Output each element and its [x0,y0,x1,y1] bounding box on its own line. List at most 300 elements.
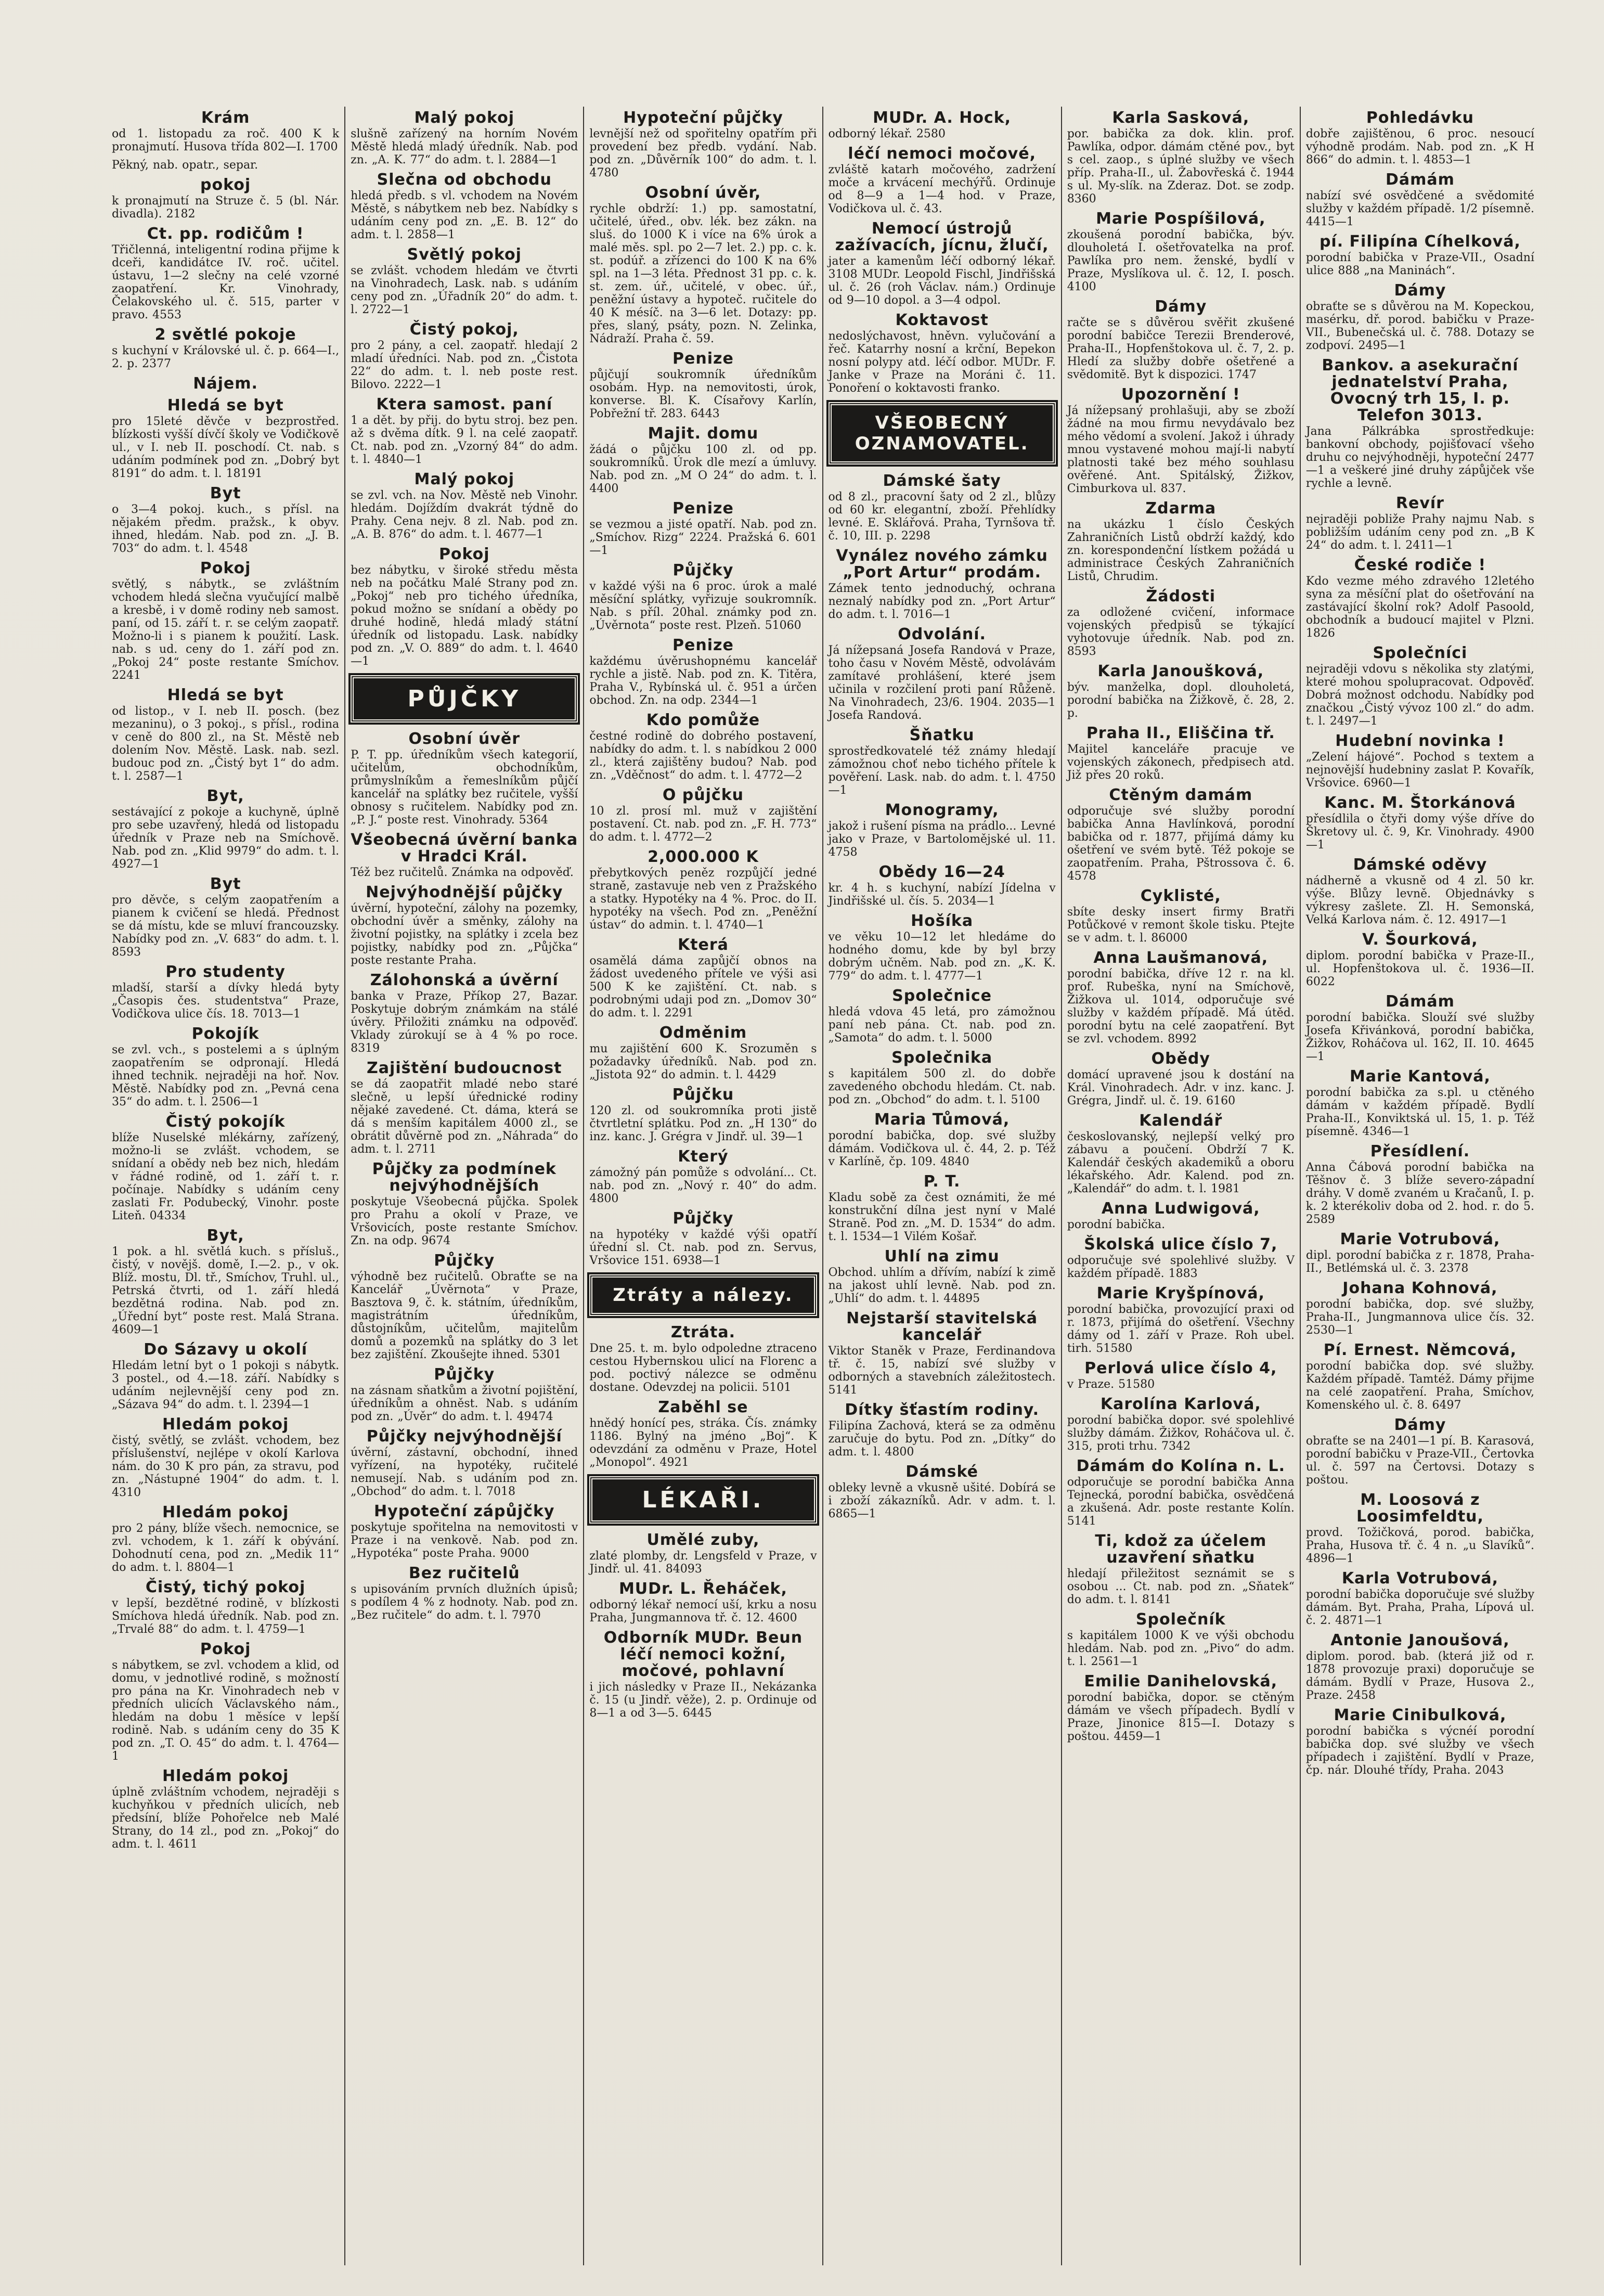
column-5 [1062,107,1301,2265]
ad-body: výhodně bez ručitelů. Obraťte se na Kancelář „Úvěrnota“ v Praze, Basztova 9, č. k. státním, úředníkům, magistrátním úředníkům, důstojníkům, učitelům, majitelům domů a pozemků na splátky do 3 let bez zajištění. Zkoušejte ihned. 5301 [351,1270,578,1361]
classified-ad [112,1579,339,1636]
section-banner: VŠEOBECNÝ OZNAMOVATEL. [829,402,1056,465]
classified-ad [1067,299,1295,381]
ad-heading: Hledá se byt [167,396,284,415]
ad-heading: Čistý pokoj, [409,320,519,339]
classified-ad [829,110,1056,140]
ad-body: s kapitálem 500 zl. do dobře zavedeného obchodu hledám. Ct. nab. pod zn. „Obchod“ do adm. t. l. 5100 [828,1067,1056,1106]
classified-ad [1306,172,1534,228]
ad-body: ve věku 10—12 let hledáme do hodného domu, kde by byl brzy dobrým učněm. Nab. pod zn. „K. K. 779“ do adm. t. l. 4777—1 [828,931,1056,983]
ad-body: přesídlila o čtyři domy výše dříve do Škretovy ul. č. 9, Kr. Vinohrady. 4900—1 [1305,812,1535,852]
classified-ad [112,177,339,221]
ad-body: za odložené cvičení, informace vojenských předpisů se týkající vyhotovuje úředník. Nab. pod zn. 8593 [1067,606,1295,658]
ad-heading: Nemocí ústrojů zažívacích, jícnu, žlučí, [835,220,1049,254]
ad-body: mu zajištění 600 K. Srozuměn s požadavky úředníků. Nab. pod zn. „Jistota 92“ do admin. t. l. 4429 [589,1042,817,1081]
classified-ad [1306,1570,1534,1627]
classified-ad [112,110,339,153]
ad-heading: Majit. domu [648,424,759,443]
ad-heading: Obědy 16—24 [878,863,1005,881]
ad-body: na zásnam sňatkům a životní pojištění, úředníkům a ohněst. Nab. s udáním pod zn. „Úvěr“ do adm. t. l. 49474 [351,1384,578,1423]
ad-body: s kapitálem 1000 K ve výši obchodu hledám. Nab. pod zn. „Pivo“ do adm. t. l. 2561—1 [1067,1629,1295,1668]
ad-heading: Hledám pokoj [162,1767,289,1785]
ad-body: českoslovanský, nejlepší velký pro zábavu a poučení. Obdrží 7 K. Kalendář českých akademiků a oboru lékařského. Adr. Kalend. pod zn. „Kalendář“ do adm. t. l. 1981 [1067,1130,1295,1195]
classified-ad [589,1324,817,1394]
ad-body: od 8 zl., pracovní šaty od 2 zl., blůzy od 60 kr. elegantní, zboží. Přehlídky levné. E. Sklářová. Praha, Tyrnšova tř. č. 10, III. p. 2298 [828,491,1056,543]
classified-ad [589,712,817,782]
classified-ad [351,972,578,1055]
classified-ad [351,1503,578,1560]
classified-ad [1306,1068,1534,1138]
classified-ad [1067,1285,1295,1355]
ad-body: odporučuje své služby porodní babička Anna Havlínková, porodní babička od r. 1877, přijímá dámy ku ošetření ve svém bytě. Též pokoje se zaopatřením. Praha, Pštrossova č. 6. 4578 [1067,805,1295,883]
classified-ad [112,1641,339,1763]
ad-body: rychle obdrží: 1.) pp. samostatní, učitelé, úřed., obv. lék. bez zákn. na sluš. do 1000 K i více na 6% úrok a malé měs. spl. po 2—7 let. 2.) pp. c. k. st. podúř. a zřízenci do 100 K na 6% spl. na 1—3 léta. Přednost 31 pp. c. k. st. zem. úř., učitelé, v obec. úř., peněžní ústavy a hypoteč. ručitele do 40 K mésíč. na 3—6 let. Dotazy: pp. přes, slaný, psáty, pozn. N. Zelinka, Nádraží. Praha č. 59. [589,202,817,345]
classified-ad [1306,357,1534,490]
ad-heading: Dámy [1394,1416,1446,1434]
ad-body: hledá předb. s vl. vchodem na Novém Městě, s nábytkem neb bez. Nabídky s udáním ceny pod zn. „E. B. 12“ do adm. t. l. 2858—1 [351,189,578,241]
ad-heading: Zálohonská a úvěrní [370,971,559,989]
classified-ad [1067,787,1295,883]
ad-heading: Osobní úvěr [408,730,521,748]
classified-ad [351,471,578,541]
ad-body: Já nížepsaný prohlašuji, aby se zboží žádné na mou firmu nevydávalo bez mého vědomí a svolení. Jakož i úhrady mnou vystavené mohou mají-li nabytí platnosti také bez mého souhlasu ověřené. Ant. Spitálský, Žižkov, Cimburkova ul. 837. [1067,404,1295,495]
classified-ad [589,1149,817,1205]
ad-body: zámožný pán pomůže s odvolání... Ct. nab. pod zn. „Nový r. 40“ do adm. 4800 [589,1166,817,1205]
ad-body: nejraději pobliže Prahy najmu Nab. s pobližším udáním ceny pod zn. „B K 24“ do adm. t. l. 2411—1 [1305,513,1535,552]
ad-heading: Byt, [206,1227,244,1245]
ad-body: hledá vdova 45 letá, pro zámožnou paní neb pána. Ct. nab. pod zn. „Samota“ do adm. t. l. 5000 [828,1005,1056,1044]
ad-body: nedoslýchavost, hněvn. vylučování a řeč. Katarrhy nosní a krční, Bepekon nosní polypy atd. léčí odbor. MUDr. F. Janke v Praze na Moráni č. 11. Ponoření o koktavosti franko. [828,330,1056,395]
classified-ad [1306,110,1534,166]
classified-ad [1067,110,1295,205]
classified-ad [351,1366,578,1423]
classified-ad [112,1504,339,1574]
ad-heading: Nejstarší stavitelská kancelář [846,1309,1038,1344]
classified-ad [351,247,578,316]
ad-heading: Přesídlení. [1370,1142,1470,1160]
ad-heading: Byt [210,484,241,502]
ad-body: porodní babička s výcnéí porodní babička dop. své služby ve všech případech i zajištění. Bydlí v Praze, čp. nár. Dlouhé třídy, Praha. 2043 [1305,1725,1535,1777]
ad-heading: Půjčku [672,1086,734,1104]
ad-body: v lepší, bezdětné rodině, v blízkosti Smíchova hledá úředník. Nab. pod zn. „Trvalé 88“ do adm. t. l. 4759—1 [112,1597,340,1636]
ad-body: Třičlenná, inteligentní rodina přijme k dceři, kandidátce IV. roč. učitel. ústavu, 1—2 slečny na celé vzorné zaopatření. Kr. Vinohrady, Čelakovského ul. č. 515, parter v pravo. 4553 [112,243,340,321]
ad-body: osamělá dáma zapůjčí obnos na žádost uvedeného přítele ve výši asi 500 K ke zajištění. Ct. nab. s podrobnými udaji pod zn. „Domov 30“ do adm. t. l. 2291 [589,954,817,1020]
classified-ad [1306,733,1534,790]
ad-heading: Karla Votrubová, [1341,1569,1499,1588]
ad-body: žádá o půjčku 100 zl. od pp. soukromníků. Úrok dle mezí a úmluvy. Nab. pod zn. „M O 24“ do adm. t. l. 4400 [589,443,817,495]
ad-heading: 2 světlé pokoje [154,326,296,344]
ad-body: račte se s důvěrou svěřit zkušené porodní babičce Terezii Brenderové, Praha-II., Hopfenštokova ul. č. 7, 2. p. Hledí za služby dobře ošetřené a svědomitě. Byt k dispozici. 1747 [1067,316,1295,381]
ad-heading: Uhlí na zimu [884,1247,1000,1266]
classified-ad [112,376,339,392]
ad-body: odborný lékař. 2580 [828,127,946,140]
ad-heading: Perlová ulice číslo 4, [1084,1359,1277,1377]
ad-heading: Společník [1135,1610,1226,1629]
ad-heading: Praha II., Eliščina tř. [1086,724,1275,742]
ad-heading: Koktavost [895,311,989,329]
ad-body: porodní babička v Praze-VII., Osadní ulice 888 „na Maninách“. [1305,251,1535,277]
classified-ad [1306,645,1534,728]
ad-body: s kuchyní v Královské ul. č. p. 664—I., 2. p. 2377 [112,344,340,370]
ad-heading: O půjčku [662,786,744,804]
ad-heading: Bez ručitelů [408,1564,520,1582]
classified-ad [351,731,578,827]
ad-body: Zámek tento jednoduchý, ochrana neznalý nabídky pod zn. „Port Artur“ do adm. t. l. 7016—1 [828,582,1056,621]
classified-ad [589,1399,817,1469]
ad-heading: Ctěným damám [1109,786,1253,804]
classified-ad [112,1114,339,1222]
ad-heading: Žádosti [1146,587,1216,605]
classified-ad [1306,1632,1534,1702]
classified-ad [829,1248,1056,1305]
ad-body: se zvl. vch. na Nov. Městě neb Vinohr. hledám. Dojíždím dvakrát týdně do Prahy. Cena nejv. 8 zl. Nab. pod zn. „A. B. 876“ do adm. t. l. 4677—1 [351,489,578,541]
classified-ad [829,913,1056,983]
ad-body: s nábytkem, se zvl. vchodem a klid, od domu, v jednotlivé rodině, s možností pro pána na Kr. Vinohradech neb v předních ulicích Václavského nám., hledám na dobu 1 měsíce v lepší rodině. Nab. s udáním ceny do 35 K pod zn. „T. O. 45“ do adm. t. l. 4764—1 [112,1659,340,1763]
classified-ad [1067,588,1295,658]
ad-body: Anna Čábová porodní babička na Těšnov č. 3 blíže severo-západní dráhy. V domě zvaném u Kračanů, I. p. k. 2 kterékoliv doba od 2. hod. r. do 5. 2589 [1305,1161,1535,1226]
ad-body: levnější než od spořitelny opatřím při provedení bez předb. vydání. Nab. pod zn. „Důvěrník 100“ do adm. t. l. 4780 [589,127,817,179]
classified-ad [112,788,339,871]
ad-heading: Upozornění ! [1121,385,1240,404]
classified-ad [589,1025,817,1081]
ad-body: sprostředkovatelé též známy hledají zámožnou choť nebo tichého přítele k pověření. Lask. nab. do adm. t. l. 4750—1 [828,745,1056,797]
ad-heading: Pokoj [200,1640,251,1658]
classified-ad [1067,1533,1295,1606]
classified-ad [1067,1611,1295,1668]
classified-ad [589,110,817,179]
ad-body: o 3—4 pokoj. kuch., s přísl. na nějakém předm. pražsk., k obyv. ihned, hledám. Nab. pod zn. „J. B. 703“ do adm. t. l. 4548 [112,503,340,555]
ad-heading: Anna Laušmanová, [1093,949,1269,967]
ad-body: bez nábytku, v široké středu města neb na počátku Malé Strany pod zn. „Pokoj“ neb pro tichého úředníka, pokud možno se snídaní a obědy po druhé hodině, hledá mladý státní úředník od listopadu. Lask. nabídky pod zn. „V. O. 889“ do adm. t. l. 4640—1 [351,564,578,668]
ad-heading: Ti, kdož za účelem uzavření sňatku [1095,1532,1267,1567]
ad-body: i jich následky v Praze II., Nekázanka č. 15 (u Jindř. věže), 2. p. Ordinuje od 8—1 a od 3—5. 6445 [589,1681,817,1720]
ad-heading: Půjčky [672,1209,734,1228]
classified-ad [1306,1143,1534,1226]
classified-ad [829,312,1056,395]
classified-ad [1067,1396,1295,1453]
ad-body: od 1. listopadu za roč. 400 K k pronajmutí. Husova třída 802—I. 1700 [112,127,340,153]
ad-heading: Nejvýhodnější půjčky [366,883,563,901]
ad-body: přebytkových peněz rozpůjčí jedné straně, zastavuje neb ven z Pražského a statky. Hypotéky na 4 %. Proc. do II. hypotéky na všech. Pod zn. „Peněžní ústav“ do admin. t. l. 4740—1 [589,867,817,932]
ad-heading: Maria Tůmová, [874,1111,1010,1129]
classified-ad [589,425,817,495]
classified-ad [1306,282,1534,352]
ad-body: 120 zl. od soukromníka proti jistě čtvrtletní splátku. Pod zn. „H 130“ do inz. kanc. J. Grégra v Jindř. ul. 39—1 [589,1104,817,1143]
ad-heading: Půjčky [434,1252,495,1270]
ad-body: dipl. porodní babička z r. 1878, Praha-II., Betlémská ul. č. 3. 2378 [1305,1249,1535,1275]
ad-body: Též bez ručitelů. Známka na odpověď. [351,866,574,879]
ad-heading: Bankov. a asekurační jednatelství Praha, Ovocný trh 15, I. p. Telefon 3013. [1322,356,1519,424]
ad-heading: Pohledávku [1366,109,1474,127]
classified-ad [589,1087,817,1143]
classified-ad [589,849,817,932]
ad-body: hledají přiležitost seznámit se s osobou ... Ct. nab. pod zn. „Sňatek“ do adm. t. l. 8141 [1067,1567,1295,1606]
ad-heading: MUDr. A. Hock, [873,109,1012,127]
classified-ad [589,1532,817,1576]
ad-body: „Zelení hájové“. Pochod s textem a nejnovější hudebniny zaslat P. Kovařík, Vršovice. 6960—1 [1305,751,1535,790]
classified-ad [112,1416,339,1499]
classified-ad [829,221,1056,307]
ad-heading: Marie Votrubová, [1340,1230,1500,1248]
classified-ad [112,226,339,321]
ad-body: pro 15leté děvče v bezprostřed. blízkosti vyšší dívčí školy ve Vodičkově ul., v I. neb II. poschodí. Ct. nab. s udáním podmínek pod zn. „Dobrý byt 8191“ do adm. t. l. 18191 [112,415,340,480]
classified-ad [589,637,817,707]
ad-heading: Pokoj [438,545,490,563]
classified-ad [112,560,339,682]
ad-body: odporučuje své spolehlivé služby. V každém případě. 1883 [1067,1254,1295,1280]
classified-ad [1306,1707,1534,1777]
ad-body: dobře zajištěnou, 6 proc. nesoucí výhodně prodám. Nab. pod zn. „K H 866“ do admin. t. l. 4853—1 [1305,127,1535,166]
ad-body: odborný lékař nemocí uší, krku a nosu Praha, Jungmannova tř. č. 12. 4600 [589,1598,817,1624]
ad-body: úvěrní, hypoteční, zálohy na pozemky, obchodní úvěr a směnky, zálohy na životní pojistky, na splátky i zcela bez pojistky, nabídky pod zn. „Půjčka“ poste restante Praha. [351,902,578,967]
ad-heading: Kalendář [1139,1112,1223,1130]
ad-heading: Obědy [1151,1050,1210,1068]
ad-body: úvěrní, zástavní, obchodní, ihned vyřízení, na hypotéky, ručitelé nemusejí. Nab. s udáním pod zn. „Obchod“ do adm. t. l. 7018 [351,1446,578,1498]
ad-body: Majitel kanceláře pracuje ve vojenských zákonech, předpisech atd. Již přes 20 roků. [1067,743,1295,782]
ad-heading: Odvolání. [898,625,986,643]
classified-ad [351,1060,578,1156]
classified-ad [589,1210,817,1267]
classified-ad [589,351,817,420]
classified-ad [1067,1673,1295,1743]
classified-ad [1306,557,1534,640]
classified-ad [1306,994,1534,1063]
ad-heading: Ztráta. [670,1323,735,1342]
classified-ad [1067,211,1295,293]
section-banner: LÉKAŘI. [589,1476,817,1524]
classified-ad [829,1464,1056,1520]
ad-heading: pí. Filipína Cíhelková, [1319,233,1521,251]
ad-body: světlý, s nábytk., se zvláštním vchodem hledá slečna vyučující malbě a kresbě, i v domě rodiny neb samost. paní, od 15. září t. r. se celým zaopatř. Možno-li i s pianem k použití. Lask. nab. s ud. ceny do 1. září pod zn. „Pokoj 24“ poste restante Smíchov. 2241 [112,578,340,682]
ad-body: jater a kamenům léčí odborný lékař. 3108 MUDr. Leopold Fischl, Jindřišská ul. č. 26 (roh Václav. nám.) Ordinuje od 9—10 dopol. a 3—4 odpol. [828,255,1056,307]
classified-ad [829,1112,1056,1168]
ad-heading: Hledám pokoj [162,1415,289,1434]
ad-heading: Karla Sasková, [1112,109,1250,127]
ad-heading: Zaběhl se [658,1398,748,1416]
ad-heading: Půjčky [434,1365,495,1384]
ad-body: banka v Praze, Příkop 27, Bazar. Poskytuje dobrým známkám na stálé úvěry. Přiložiti známku na odpověď. Vklady zúrokují se à 4 % po roce. 8319 [351,990,578,1055]
classified-ad [1067,1051,1295,1107]
ad-body: poskytuje spořitelna na nemovitosti v Praze i na venkově. Nab. pod zn. „Hypotéka“ poste Praha. 9000 [351,1521,578,1560]
ad-heading: Půjčky [672,561,734,579]
classified-ad [1067,725,1295,782]
classified-ad [829,1310,1056,1397]
ad-heading: Hypoteční zápůjčky [374,1502,555,1520]
classified-ad [112,1026,339,1108]
ad-body: provd. Tožičková, porod. babička, Praha, Husova tř. č. 4 n. „u Slavíků“. 4896—1 [1305,1526,1535,1565]
classified-ad [1067,888,1295,945]
classified-ad [351,832,578,879]
ad-body: k pronajmutí na Struze č. 5 (bl. Nár. divadla). 2182 [112,195,340,221]
ad-heading: Světlý pokoj [407,246,522,264]
ad-body: na ukázku 1 číslo Českých Zahraničních Listů obdrží každý, kdo zn. korespondenční lístkem požádá u administrace Českých Zahraničních Listů, Chrudim. [1067,518,1295,583]
ad-heading: 2,000.000 K [648,848,759,866]
ad-heading: Emilie Danihelovská, [1084,1672,1278,1691]
ad-body: zkoušená porodní babička, býv. dlouholetá I. ošetřovatelka na prof. Pawlíka pro nem. ženské, bydlí v Praze, Myslíkova ul. č. 12, I. posch. 4100 [1067,228,1295,293]
ad-body: se dá zaopatřit mladé nebo staré slečně, u lepší úřednické rodiny nějaké zavedené. Ct. dáma, která se dá s menším kapitálem 4000 zl., se obrátit důvěrně pod zn. „Náhrada“ do adm. t. l. 2711 [351,1078,578,1156]
ad-heading: léčí nemoci močové, [848,145,1036,163]
ad-body: 1 a dět. by přij. do bytu stroj. bez pen. až s dvěma dítk. 9 l. na celé zaopatř. Ct. nab. pod zn. „Vzorný 84“ do adm. t. l. 4840—1 [351,414,578,466]
ad-heading: Johana Kohnová, [1342,1279,1498,1297]
classified-ad [1067,663,1295,720]
ad-heading: Anna Ludwigová, [1101,1199,1260,1218]
classified-ad [1067,386,1295,495]
ad-heading: Vynález nového zámku „Port Artur“ prodám. [836,547,1048,582]
ad-body: úplně zvláštním vchodem, nejraději s kuchyňkou v předních ulicích, neb předsíní, blíže Pohořelce neb Malé Strany, do 14 zl., pod zn. „Pokoj“ do adm. t. l. 4611 [112,1786,340,1851]
ad-heading: Čistý, tichý pokoj [145,1578,306,1596]
ad-heading: Marie Kryšpínová, [1096,1284,1265,1302]
ad-body: zvláště katarh močového, zadržení moče a krvácení mechýřů. Ordinuje od 8—9 a 1—4 hod. v Praze, Vodičkova ul. č. 43. [828,163,1056,215]
ad-body: jakož i rušení písma na prádlo... Levné jako v Praze, v Bartolomějské ul. 11. 4758 [828,820,1056,859]
ad-body: slušně zařízený na horním Novém Městě hledá mladý úředník. Nab. pod zn. „A. K. 77“ do adm. t. l. 2884—1 [351,127,578,166]
ad-heading: Byt [210,875,241,893]
ad-body: porodní babička, dopor. se ctěným dámám ve všech případech. Bydlí v Praze, Jinonice 815—I. Dotazy s poštou. 4459—1 [1067,1691,1295,1743]
ad-body: obraťte se na 2401—1 pí. B. Karasová, porodní babičku v Praze-VII., Čertovka ul. č. 597 na Čertovsi. Dotazy s poštou. [1305,1435,1535,1487]
ad-body: Viktor Staněk v Praze, Ferdinandova tř. č. 15, nabízí své služby v odborných a stavebních záležitostech. 5141 [828,1345,1056,1397]
classified-ad [1067,1236,1295,1280]
ad-heading: Pokojík [191,1025,260,1043]
classified-ad [829,146,1056,215]
ad-body: odporučuje se porodní babička Anna Tejnecká, porodní babička, osvědčená a zkušená. Adr. poste restante Kolín. 5141 [1067,1476,1295,1528]
ad-heading: Karla Janoušková, [1097,662,1264,680]
classified-ad [1067,1201,1295,1231]
ad-body: s upisováním prvních dlužních úpisů; s podílem 4 % z hodnoty. Nab. pod zn. „Bez ručitele“ do adm. t. l. 7970 [351,1583,578,1622]
ad-heading: Ct. pp. rodičům ! [147,225,304,243]
ad-body: porodní babička, dop. své služby, Praha-II., Jungmannova ulice čís. 32. 2530—1 [1305,1298,1535,1337]
ad-body: se zvl. vch., s postelemi a s úplným zaopatřením se odpronají. Hledá ihned technik. nejraději na hoř. Nov. Městě. Nabídky pod zn. „Pevná cena 35“ do adm. t. l. 2506—1 [112,1043,340,1108]
ad-body: porodní babička dopor. své spolehlivé služby dámám. Žižkov, Roháčova ul. č. 315, proti trhu. 7342 [1067,1414,1295,1453]
ad-body: sestávající z pokoje a kuchyně, úplně pro sebe uzavřený, hledá od listopadu úředník v Praze neb na Smíchově. Nab. pod zn. „Klid 9979“ do adm. t. l. 4927—1 [112,806,340,871]
ad-heading: Penize [672,636,734,654]
ad-heading: Hošíka [911,912,974,930]
classified-ad [589,787,817,844]
ad-body: Pěkný, nab. opatr., separ. [112,159,258,172]
column-2 [345,107,584,2265]
classified-ad [1306,857,1534,926]
ad-heading: Dámské [906,1463,978,1481]
classified-ad [829,802,1056,859]
ad-body: sbíte desky insert firmy Bratři Potůčkové v remont škole tisku. Ptejte se v adm. t. l. 86000 [1067,906,1295,945]
ad-heading: Společnika [891,1049,993,1067]
classified-ad [351,1428,578,1498]
ad-body: diplom. porodní babička v Praze-II., ul. Hopfenštokova ul. č. 1936—II. 6022 [1305,949,1535,988]
ad-body: nádherně a vkusně od 4 zl. 50 kr. výše. Blůzy levně. Objednávky s výkresy zašlete. Zl. H. Semonská, Velká Karlova nám. č. 12. 4917—1 [1305,874,1535,926]
classified-ad [351,884,578,967]
ad-heading: pokoj [200,176,251,194]
column-6 [1301,107,1540,2265]
ad-heading: Osobní úvěr, [645,184,761,202]
ad-body: Kladu sobě za čest oznámiti, že mé konstrukční dílna jest nyní v Malé Straně. Pod zn. „M. D. 1534“ do adm. t. l. 1534—1 Vilém Košař. [828,1191,1056,1243]
classified-ad [112,876,339,959]
ad-heading: Marie Pospíšilová, [1096,210,1266,228]
ad-heading: Pí. Ernest. Němcová, [1323,1341,1517,1359]
ad-heading: V. Šourková, [1362,931,1478,949]
classified-ad [351,546,578,668]
ad-body: porodní babička doporučuje své služby dámám. Byt. Praha, Praha, Lípová ul. č. 2. 4871—1 [1305,1588,1535,1627]
ad-heading: Pro studenty [165,963,286,981]
classified-ad [1306,1417,1534,1487]
ad-body: Já nížepsaná Josefa Randová v Praze, toho času v Novém Městě, odvolávám zamítavé prohlášení, které jsem učinila v rozčilení proti paní Růženě. Na Vinohradech, 23/6. 1904. 2035—1 Josefa Randová. [828,644,1056,722]
ad-body: por. babička za dok. klin. prof. Pawlíka, odpor. dámám ctěné pov., byt s cel. zaop., s úplné služby ve všech příp. Praha-II., ul. Žabovřeská č. 1944 s ul. My-slík. na Zderaz. Dot. se zodp. 8360 [1067,127,1295,205]
ad-heading: Hledá se byt [167,686,284,704]
section-banner: Ztráty a nálezy. [589,1274,817,1316]
ad-body: blíže Nuselské mlékárny, zařízený, možno-li se zvlášt. vchodem, se snídaní a obědy neb bez nich, hledám v řádné rodině, od 1. září t. r. počínaje. Nabídky s udáním ceny zaslati Fr. Podubecký, Vinohr. poste Liteň. 04334 [112,1131,340,1222]
ad-body: Filipína Zachová, která se za odměnu zaručuje do bytu. Pod zn. „Dítky“ do adm. t. l. 4800 [828,1420,1056,1459]
ad-heading: Byt, [206,787,244,805]
ad-body: nejraději vdovu s několika sty zlatými, které mohou spolupracovat. Odpověď. Dobrá možnost odchodu. Nabídky pod značkou „Čistý vývoz 100 zl.“ do adm. t. l. 2497—1 [1305,663,1535,728]
ad-body: zlaté plomby, dr. Lengsfeld v Praze, v Jindř. ul. 41. 84093 [589,1550,817,1576]
ad-heading: Malý pokoj [414,470,515,488]
classified-ad [829,626,1056,722]
classified-ad [589,937,817,1020]
ad-heading: Nájem. [193,375,258,393]
classified-ad [1306,1280,1534,1337]
ad-heading: MUDr. L. Řeháček, [618,1580,787,1598]
ad-heading: Všeobecná úvěrní banka v Hradci Král. [351,831,578,866]
ad-heading: Antonie Janoušová, [1330,1631,1510,1649]
ad-body: porodní babička. Slouží své služby Josefa Křivánková, porodní babička, Žižkov, Roháčova ul. 162, II. 10. 4645—1 [1305,1011,1535,1063]
section-banner: PŮJČKY [351,675,578,723]
classified-ad [112,1228,339,1336]
ad-heading: Ktera samost. paní [376,395,553,414]
classified-ad [1067,1113,1295,1195]
ad-heading: Která [677,936,729,954]
ad-body: domácí upravené jsou k dostání na Král. Vinohradech. Adr. v inz. kanc. J. Grégra, Jindř. ul. č. 19. 6160 [1067,1068,1295,1107]
classified-ad [829,1402,1056,1459]
classified-ad [112,397,339,480]
ad-heading: Karolína Karlová, [1100,1395,1261,1413]
ad-heading: Společníci [1373,644,1468,662]
classified-ad [829,548,1056,621]
ad-body: P. T. pp. úředníkům všech kategorií, učitelům, obchodníkům, průmyslníkům a řemeslníkům půjčí kancelář na splátky bez ručitele, vyšší obnosy s ručitelem. Nabídky pod zn. „P. J.“ poste rest. Vinohrady. 5364 [351,749,578,827]
ad-heading: Cyklisté, [1140,887,1221,905]
ad-heading: Který [678,1147,729,1166]
ad-body: čistý, světlý, se zvlášt. vchodem, bez příslušenství, nejlépe v okolí Karlova nám. do 30 K pro pán, za stravu, pod zn. „Nástupné 1904“ do adm. t. l. 4310 [112,1434,340,1499]
ad-body: čestné rodině do dobrého postavení, nabídky do adm. t. l. s nabídkou 2 000 zl., která zajištěny budou? Nab. pod zn. „Vděčnost“ do adm. t. l. 4772—2 [589,730,817,782]
classified-ad [829,1173,1056,1243]
classified-ad [112,327,339,370]
ad-body: pro 2 pány, a cel. zaopatř. hledají 2 mladí úředníci. Nab. pod zn. „Čistota 22“ do adm. t. l. neb poste rest. Bilovo. 2222—1 [351,339,578,391]
classified-ad [1067,1458,1295,1528]
classified-ad [1067,500,1295,583]
ad-heading: Kdo pomůže [646,711,760,729]
classified-ad [589,185,817,345]
classified-ad [351,321,578,391]
ad-body: v Praze. 51580 [1067,1378,1155,1391]
column-4 [823,107,1062,2265]
ad-body: Obchod. uhlím a dřívím, nabízí k zimě na jakost uhlí levně. Nab. pod zn. „Uhlí“ do adm. t. l. 44895 [828,1266,1056,1305]
ad-heading: Dámám [1385,171,1455,189]
ad-body: hnědý honící pes, stráka. Čís. známky 1186. Bylný na jméno „Boj“. K odevzdání za odměnu v Praze, Hotel „Monopol“. 4921 [589,1417,817,1469]
ad-heading: Dámy [1155,298,1207,316]
ad-heading: M. Loosová z Loosimfeldtu, [1356,1491,1484,1526]
ad-heading: Dámy [1394,281,1446,300]
ad-body: na hypotéky v každé výši opatří úřední sl. Ct. nab. pod zn. Servus, Vršovice 151. 6938—1 [589,1228,817,1267]
ad-body: se vezmou a jisté opatří. Nab. pod zn. „Smíchov. Rizg“ 2224. Pražská 6. 601—1 [589,518,817,557]
ad-heading: Hudební novinka ! [1335,732,1505,750]
ad-heading: Dámské oděvy [1353,856,1487,874]
ad-body: v každé výši na 6 proc. úrok a malé měsíční splátky, vyřizuje soukromník. Nab. s příl. 20hal. známky pod zn. „Úvěrnota“ poste rest. Plzeň. 51060 [589,580,817,632]
classified-ad [1306,234,1534,277]
classified-ad [112,1342,339,1411]
ad-body: diplom. porod. bab. (která již od r. 1878 provozuje praxi) doporučuje se dámám. Bydlí v Praze, Husova 2., Praze. 2458 [1305,1650,1535,1702]
classified-ad [1067,950,1295,1046]
classified-ad [1306,1342,1534,1412]
ad-heading: Kanc. M. Štorkánová [1324,794,1516,812]
classified-ad [1306,1231,1534,1275]
ad-heading: Odborník MUDr. Beun léčí nemoci kožní, močové, pohlavní [603,1629,803,1680]
ad-heading: Monogramy, [885,801,999,819]
